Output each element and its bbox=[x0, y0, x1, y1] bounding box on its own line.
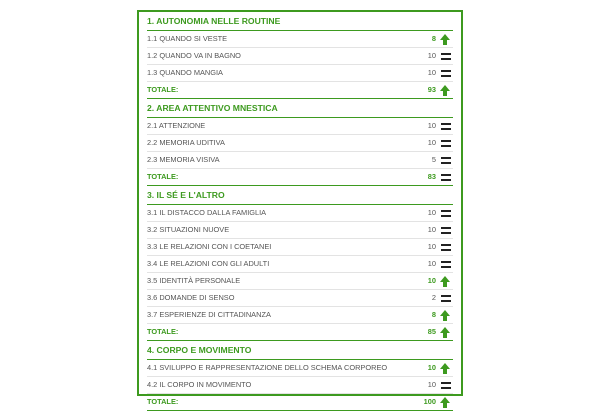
score-row-label: 3.3 LE RELAZIONI CON I COETANEI bbox=[147, 242, 272, 251]
equal-icon bbox=[440, 242, 451, 253]
equal-icon bbox=[440, 68, 451, 79]
total-row-value: 100 bbox=[423, 397, 436, 406]
score-row bbox=[147, 31, 453, 48]
score-row bbox=[147, 239, 453, 256]
score-row-value: 10 bbox=[427, 259, 436, 268]
score-row-label: 3.2 SITUAZIONI NUOVE bbox=[147, 225, 230, 234]
total-row-value: 85 bbox=[427, 327, 436, 336]
up-arrow-icon bbox=[440, 34, 451, 45]
score-row-value: 2 bbox=[431, 293, 436, 302]
score-row-label: 1.1 QUANDO SI VESTE bbox=[147, 34, 228, 43]
score-row bbox=[147, 377, 453, 394]
score-row-value: 10 bbox=[427, 225, 436, 234]
up-arrow-icon bbox=[440, 327, 451, 338]
total-row bbox=[147, 394, 453, 411]
equal-icon bbox=[440, 121, 451, 132]
score-row-value: 10 bbox=[427, 121, 436, 130]
score-row bbox=[147, 65, 453, 82]
score-row-label: 1.2 QUANDO VA IN BAGNO bbox=[147, 51, 241, 60]
score-row-label: 3.1 IL DISTACCO DALLA FAMIGLIA bbox=[147, 208, 267, 217]
score-row-label: 3.5 IDENTITÀ PERSONALE bbox=[147, 276, 241, 285]
equal-icon bbox=[440, 225, 451, 236]
equal-icon bbox=[440, 51, 451, 62]
score-row bbox=[147, 48, 453, 65]
score-row-label: 2.2 MEMORIA UDITIVA bbox=[147, 138, 225, 147]
total-row-label: TOTALE: bbox=[147, 397, 179, 406]
score-row-value: 10 bbox=[427, 208, 436, 217]
score-row-value: 8 bbox=[431, 310, 436, 319]
score-row-value: 10 bbox=[427, 363, 436, 372]
score-row bbox=[147, 152, 453, 169]
score-row bbox=[147, 290, 453, 307]
score-row bbox=[147, 307, 453, 324]
up-arrow-icon bbox=[440, 397, 451, 408]
score-row-value: 10 bbox=[427, 242, 436, 251]
score-row-value: 10 bbox=[427, 68, 436, 77]
score-row-label: 4.1 SVILUPPO E RAPPRESENTAZIONE DELLO SCHEMA CORPOREO bbox=[147, 363, 388, 372]
total-row-label: TOTALE: bbox=[147, 85, 179, 94]
score-row-label: 4.2 IL CORPO IN MOVIMENTO bbox=[147, 380, 252, 389]
up-arrow-icon bbox=[440, 85, 451, 96]
equal-icon bbox=[440, 155, 451, 166]
total-row bbox=[147, 82, 453, 99]
score-row-label: 3.6 DOMANDE DI SENSO bbox=[147, 293, 235, 302]
equal-icon bbox=[440, 380, 451, 391]
score-row-value: 10 bbox=[427, 51, 436, 60]
score-row-label: 3.7 ESPERIENZE DI CITTADINANZA bbox=[147, 310, 271, 319]
equal-icon bbox=[440, 259, 451, 270]
up-arrow-icon bbox=[440, 363, 451, 374]
equal-icon bbox=[440, 172, 451, 183]
section-heading: 3. IL SÉ E L'ALTRO bbox=[147, 186, 453, 205]
score-row bbox=[147, 256, 453, 273]
section-heading: 4. CORPO E MOVIMENTO bbox=[147, 341, 453, 360]
up-arrow-icon bbox=[440, 310, 451, 321]
score-row-label: 2.3 MEMORIA VISIVA bbox=[147, 155, 220, 164]
total-row bbox=[147, 324, 453, 341]
score-row-label: 3.4 LE RELAZIONI CON GLI ADULTI bbox=[147, 259, 270, 268]
total-row-label: TOTALE: bbox=[147, 327, 179, 336]
score-row bbox=[147, 360, 453, 377]
score-row bbox=[147, 118, 453, 135]
score-row bbox=[147, 273, 453, 290]
total-row-value: 93 bbox=[427, 85, 436, 94]
equal-icon bbox=[440, 138, 451, 149]
score-row-value: 5 bbox=[431, 155, 436, 164]
section-heading: 1. AUTONOMIA NELLE ROUTINE bbox=[147, 12, 453, 31]
score-row-label: 2.1 ATTENZIONE bbox=[147, 121, 206, 130]
score-row bbox=[147, 135, 453, 152]
score-row bbox=[147, 222, 453, 239]
total-row-label: TOTALE: bbox=[147, 172, 179, 181]
section-heading: 2. AREA ATTENTIVO MNESTICA bbox=[147, 99, 453, 118]
up-arrow-icon bbox=[440, 276, 451, 287]
score-row-value: 8 bbox=[431, 34, 436, 43]
equal-icon bbox=[440, 208, 451, 219]
score-row bbox=[147, 205, 453, 222]
total-row-value: 83 bbox=[427, 172, 436, 181]
equal-icon bbox=[440, 293, 451, 304]
score-row-value: 10 bbox=[427, 276, 436, 285]
assessment-list bbox=[147, 12, 453, 411]
score-row-value: 10 bbox=[427, 380, 436, 389]
score-row-label: 1.3 QUANDO MANGIA bbox=[147, 68, 223, 77]
assessment-panel bbox=[137, 10, 463, 406]
score-row-value: 10 bbox=[427, 138, 436, 147]
total-row bbox=[147, 169, 453, 186]
